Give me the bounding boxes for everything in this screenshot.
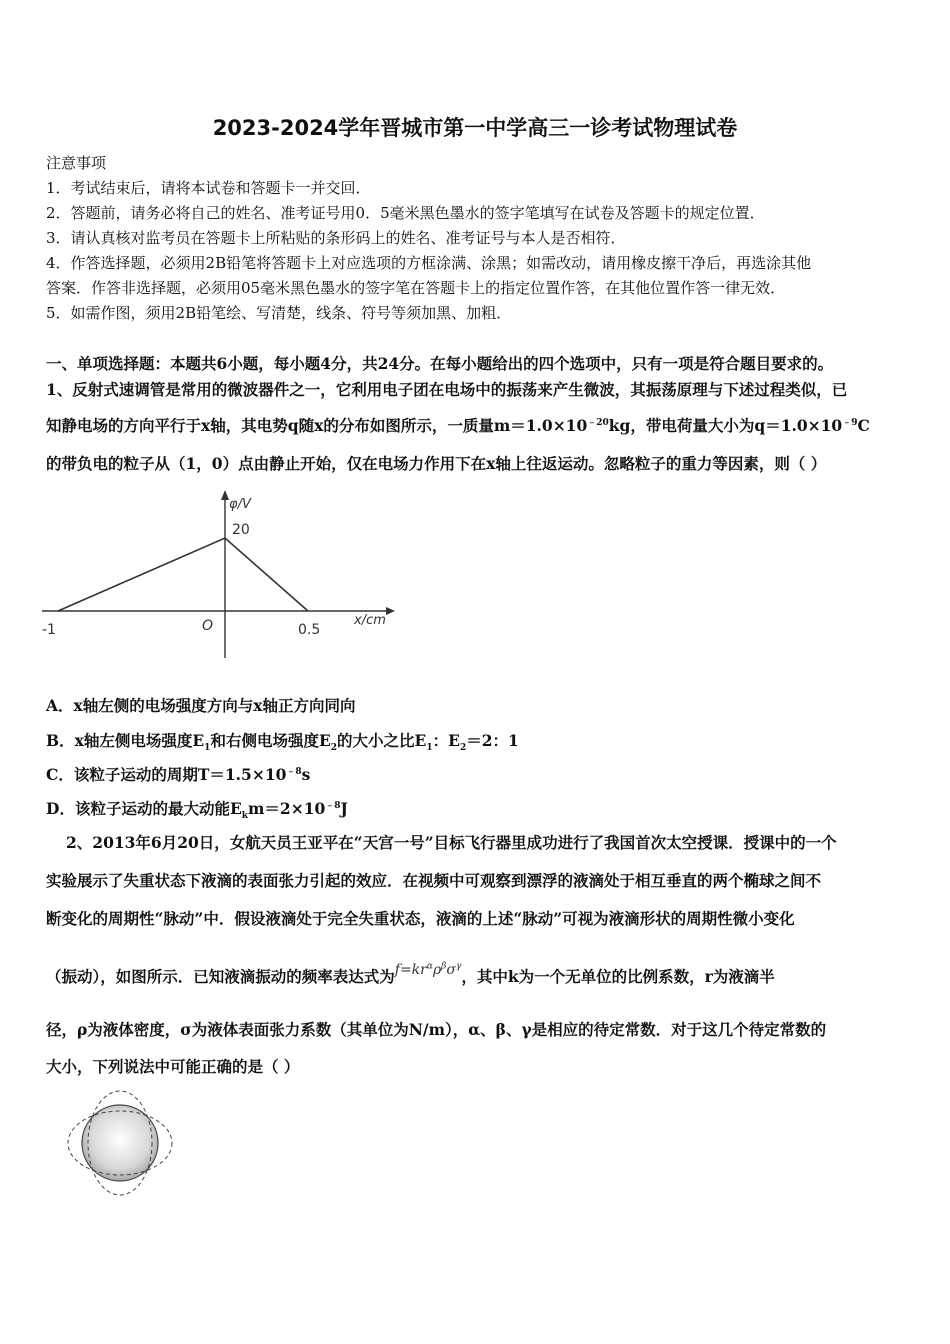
page-title: 2023-2024学年晋城市第一中学高三一诊考试物理试卷 [212, 116, 738, 140]
y-axis-arrow [221, 490, 229, 500]
option-b-text: ：E [432, 731, 460, 750]
formula-part: f=kr [394, 962, 427, 978]
formula-part: σ [446, 962, 456, 978]
notice-item: 3．请认真核对监考员在答题卡上所粘贴的条形码上的姓名、准考证号与本人是否相符． [46, 229, 626, 247]
option-b-text: 和右侧电场强度E [210, 731, 331, 750]
q2-line5: 径，ρ为液体密度，σ为液体表面张力系数（其单位为N/m），α、β、γ是相应的待定常数．对于这几个待定常数的 [46, 1020, 827, 1039]
q2-line6: 大小，下列说法中可能正确的是（ ） [46, 1057, 300, 1076]
option-b-text: ＝2：1 [466, 731, 519, 750]
q1-line3: 的带负电的粒子从（1，0）点由静止开始，仅在电场力作用下在x轴上往返运动。忽略粒子的重力等因素，则（ ） [46, 454, 827, 473]
option-d-text: m＝2×10 [248, 799, 326, 818]
option-b-sub: 1 [204, 743, 211, 754]
section-heading: 一、单项选择题：本题共6小题，每小题4分，共24分。在每小题给出的四个选项中，只有一项是符合题目要求的。 [46, 354, 834, 373]
formula-exponent: α [426, 961, 433, 972]
y-axis-label: φ/V [229, 497, 251, 512]
option-b [46, 729, 519, 753]
option-b-text: 的大小之比E [337, 731, 427, 750]
q1-line2-b: kg，带电荷量大小为q＝1.0×10 [608, 416, 843, 435]
option-b-sub: 2 [330, 743, 338, 754]
notice-item: 4．作答选择题，必须用2B铅笔将答题卡上对应选项的方框涂满、涂黑；如需改动，请用橡皮擦干净后，再选涂其他 [46, 254, 812, 272]
potential-graph [38, 486, 398, 662]
option-b-text: B．x轴左侧电场强度E [46, 731, 205, 750]
origin-label: O [202, 618, 214, 634]
q1-line2-c: C [857, 416, 870, 435]
option-d-sub: k [241, 811, 249, 822]
formula-part: ρ [432, 962, 442, 978]
option-d-text: J [340, 799, 348, 818]
frequency-formula [395, 962, 462, 978]
q1-line2-a: 知静电场的方向平行于x轴，其电势q随x的分布如图所示，一质量m＝1.0×10 [46, 416, 588, 435]
q2-line1: 2、2013年6月20日，女航天员王亚平在“天宫一号”目标飞行器里成功进行了我国首次太空授课．授课中的一个 [66, 833, 837, 852]
notice-item: 2．答题前，请务必将自己的姓名、准考证号用0．5毫米黑色墨水的签字笔填写在试卷及答题卡的规定位置． [46, 204, 765, 222]
x-axis-arrow [386, 607, 395, 615]
option-d-exponent: ﹣8 [325, 800, 341, 811]
q1-line2 [46, 414, 870, 436]
option-c-text: s [301, 765, 311, 784]
potential-line [58, 538, 308, 611]
formula-exponent: β [441, 961, 447, 972]
option-c-text: C．该粒子运动的周期T＝1.5×10 [46, 765, 287, 784]
option-b-sub: 1 [426, 743, 433, 754]
notice-item: 5．如需作图，须用2B铅笔绘、写清楚，线条、符号等须加黑、加粗． [46, 304, 512, 322]
q2-line4 [46, 961, 775, 987]
q1-line1: 1、反射式速调管是常用的微波器件之一，它利用电子团在电场中的振荡来产生微波，其振荡原理与下述过程类似，已 [46, 380, 848, 399]
right-label: 0.5 [298, 622, 321, 638]
option-c-exponent: ﹣8 [286, 766, 302, 777]
q2-line4-text: （振动），如图所示．已知液滴振动的频率表达式为 [46, 967, 395, 986]
option-c [46, 763, 310, 785]
option-d [46, 797, 348, 821]
option-b-sub: 2 [459, 743, 467, 754]
peak-label: 20 [232, 522, 250, 538]
option-d-text: D．该粒子运动的最大动能E [46, 799, 242, 818]
q1-charge-exponent: ﹣9 [842, 417, 858, 428]
notice-item: 1．考试结束后，请将本试卷和答题卡一并交回． [46, 179, 371, 197]
q1-mass-exponent: ﹣20 [587, 417, 609, 428]
droplet-figure [62, 1090, 182, 1200]
notice-item: 答案．作答非选择题，必须用05毫米黑色墨水的签字笔在答题卡上的指定位置作答，在其他位置作答一律无效． [46, 279, 786, 297]
droplet-circle [82, 1105, 158, 1181]
q2-line4-text: ，其中k为一个无单位的比例系数，r为液滴半 [461, 967, 775, 986]
x-axis-label: x/cm [354, 613, 386, 628]
left-label: -1 [42, 622, 56, 638]
q2-line2: 实验展示了失重状态下液滴的表面张力引起的效应．在视频中可观察到漂浮的液滴处于相互垂直的两个椭球之间不 [46, 871, 822, 890]
notice-heading: 注意事项 [46, 154, 107, 172]
formula-exponent: γ [455, 961, 462, 972]
option-a: A．x轴左侧的电场强度方向与x轴正方向同向 [46, 696, 356, 715]
q2-line3: 断变化的周期性“脉动”中．假设液滴处于完全失重状态，液滴的上述“脉动”可视为液滴形状的周期性微小变化 [46, 909, 795, 928]
